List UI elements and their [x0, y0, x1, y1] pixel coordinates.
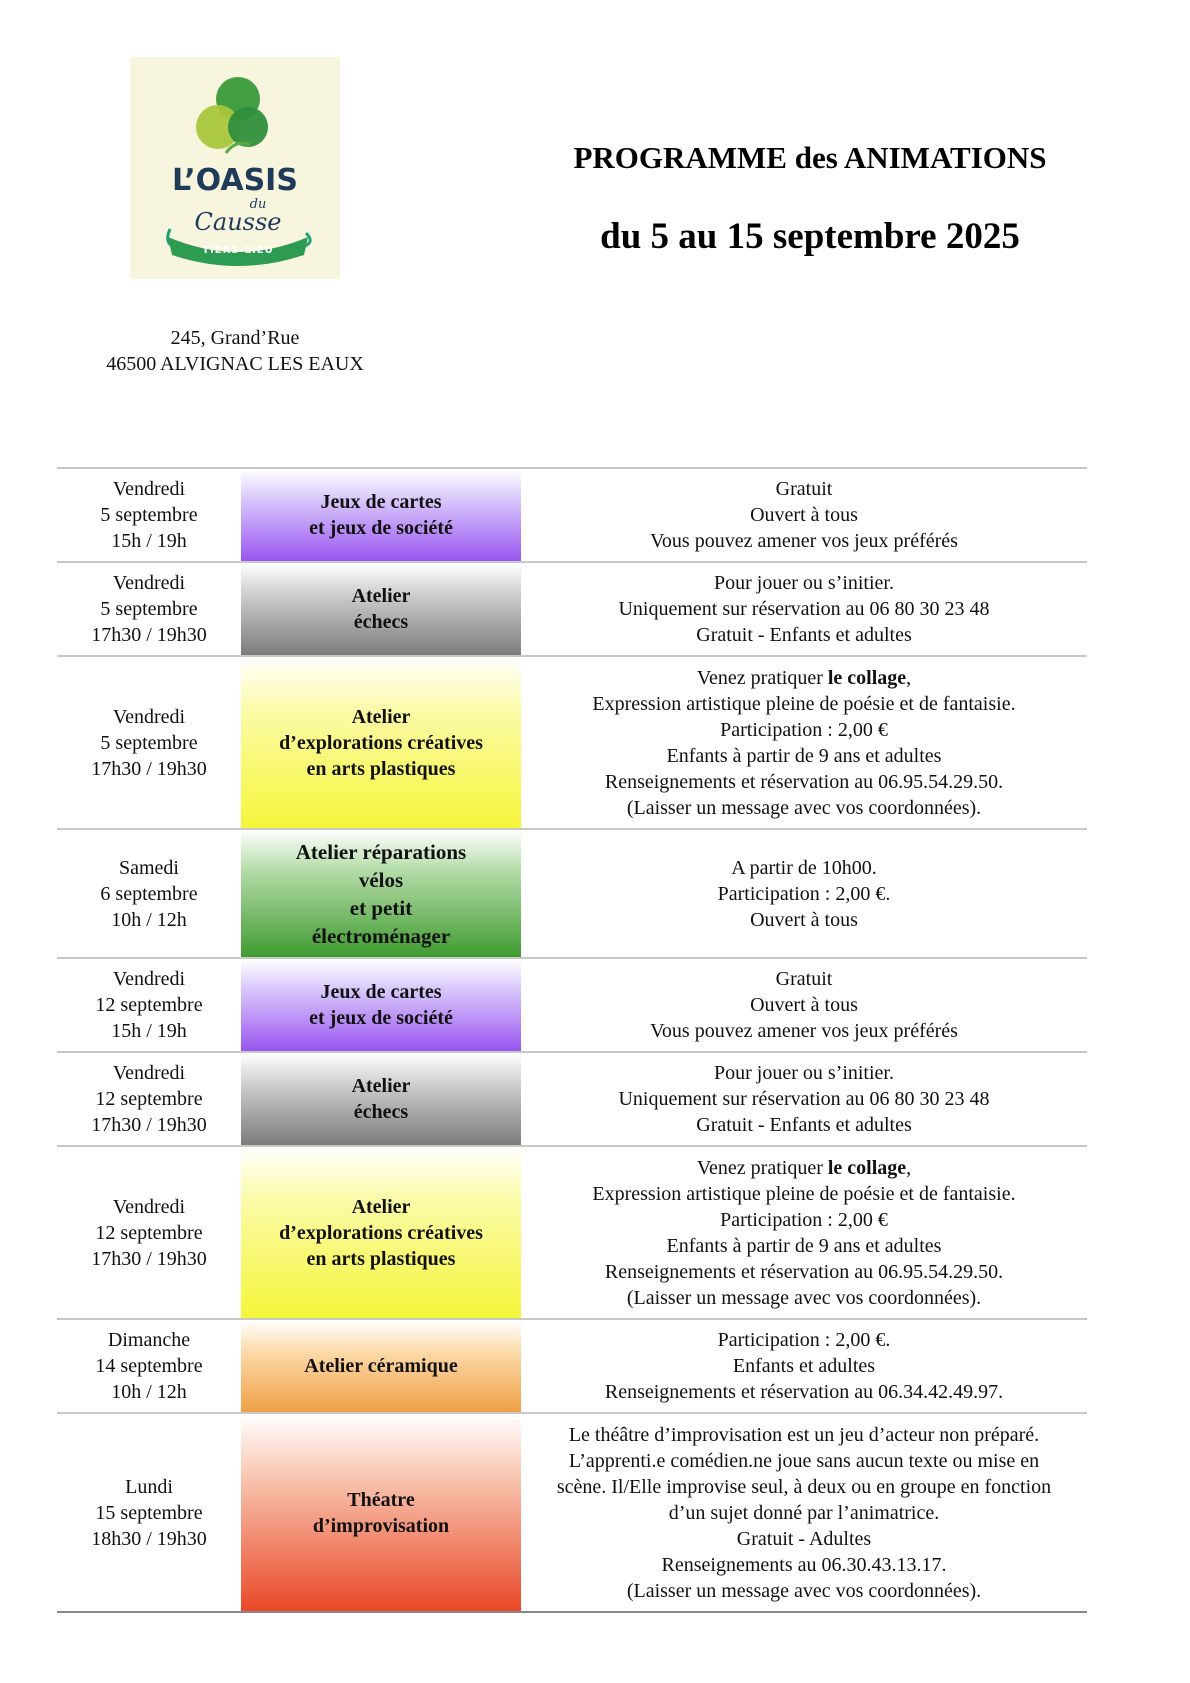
event-activity-cell [241, 1146, 521, 1319]
table-row [57, 468, 1087, 562]
event-info-line: Participation : 2,00 € [720, 1208, 888, 1231]
event-info-line: Gratuit - Adultes [736, 1527, 872, 1550]
event-info-line: Gratuit - Enfants et adultes [696, 624, 912, 646]
event-time: 15h / 19h [111, 1020, 187, 1042]
event-info-line: Enfants et adultes [732, 1355, 876, 1377]
table-row [57, 1319, 1087, 1413]
event-activity-line: Atelier [351, 585, 411, 607]
event-activity-line: électroménager [311, 923, 451, 948]
event-day: Vendredi [112, 968, 186, 990]
event-info-line: scène. Il/Elle improvise seul, à deux ou en groupe en fonction [556, 1475, 1052, 1498]
event-info-cell [521, 1146, 1087, 1319]
table-row [57, 562, 1087, 656]
event-info-cell [521, 1319, 1087, 1413]
event-day: Samedi [119, 856, 179, 879]
event-info-highlight: le collage [827, 1156, 907, 1179]
logo-name-line2: Causse [194, 208, 282, 236]
event-day: Vendredi [112, 1195, 186, 1218]
event-date-cell [57, 562, 241, 656]
event-activity-cell [241, 562, 521, 656]
event-info-line: Vous pouvez amener vos jeux préférés [650, 530, 958, 552]
event-activity-line: échecs [353, 1101, 409, 1123]
event-info-cell [521, 958, 1087, 1052]
event-time: 10h / 12h [111, 1381, 187, 1403]
event-info-line: Participation : 2,00 €. [717, 1329, 891, 1351]
event-date: 5 septembre [100, 598, 198, 620]
page-title: PROGRAMME des ANIMATIONS [573, 140, 1047, 175]
event-info-cell [521, 829, 1087, 958]
event-info-line: Participation : 2,00 €. [717, 882, 891, 905]
event-activity-line: Atelier [351, 1195, 411, 1218]
event-activity-line: Atelier [351, 705, 411, 728]
event-info-line: Renseignements et réservation au 06.34.42.49.97. [604, 1381, 1004, 1403]
address-line1: 245, Grand’Rue [170, 327, 300, 349]
event-day: Dimanche [107, 1329, 191, 1351]
event-activity-cell [241, 1413, 521, 1612]
event-time: 15h / 19h [111, 530, 187, 552]
event-activity-cell [241, 468, 521, 562]
event-info-cell [521, 562, 1087, 656]
event-activity-line: Jeux de cartes [320, 981, 442, 1003]
event-time: 17h30 / 19h30 [91, 757, 207, 780]
event-info-prefix: Venez pratiquer [696, 1156, 828, 1179]
event-info-suffix: , [906, 666, 912, 689]
event-info-line: (Laisser un message avec vos coordonnées). [626, 796, 982, 819]
page-subtitle: du 5 au 15 septembre 2025 [600, 216, 1020, 257]
event-info-line: Ouvert à tous [750, 504, 858, 526]
event-activity-line: en arts plastiques [306, 757, 456, 780]
table-row [57, 1052, 1087, 1146]
event-info-line [539, 1155, 1069, 1181]
event-info-cell [521, 656, 1087, 829]
event-activity-line: Atelier [351, 1075, 411, 1097]
event-info-line: L’apprenti.e comédien.ne joue sans aucun texte ou mise en [568, 1449, 1040, 1472]
address-line2: 46500 ALVIGNAC LES EAUX [106, 353, 364, 375]
table-row [57, 656, 1087, 829]
event-info-line: Ouvert à tous [750, 994, 858, 1016]
event-info-line: Renseignements et réservation au 06.95.54.29.50. [604, 770, 1004, 793]
event-info-line: Uniquement sur réservation au 06 80 30 23 48 [618, 1088, 990, 1110]
event-info-line: d’un sujet donné par l’animatrice. [668, 1501, 940, 1524]
event-date: 15 septembre [95, 1501, 203, 1524]
logo-tagline: TIERS-LIEU [202, 245, 274, 256]
event-info-line: A partir de 10h00. [731, 856, 877, 879]
event-date-cell [57, 1413, 241, 1612]
event-info-line: Uniquement sur réservation au 06 80 30 23 48 [618, 598, 990, 620]
event-info-line: Gratuit [775, 478, 833, 500]
event-activity-line: échecs [353, 611, 409, 633]
oasis-logo-icon [130, 57, 340, 279]
event-activity-line: et jeux de société [309, 517, 453, 539]
event-date: 12 septembre [95, 1088, 203, 1110]
event-day: Vendredi [112, 478, 186, 500]
table-row [57, 1413, 1087, 1612]
event-activity-line: Atelier céramique [304, 1355, 458, 1377]
event-date: 14 septembre [95, 1355, 203, 1377]
event-activity-cell [241, 1052, 521, 1146]
logo-name-du: du [249, 197, 267, 212]
event-info-line: Le théâtre d’improvisation est un jeu d’acteur non préparé. [568, 1423, 1040, 1446]
event-day: Vendredi [112, 705, 186, 728]
event-date-cell [57, 1052, 241, 1146]
event-date: 12 septembre [95, 1221, 203, 1244]
event-info-line: Vous pouvez amener vos jeux préférés [650, 1020, 958, 1042]
event-activity-line: d’explorations créatives [279, 731, 483, 754]
event-date: 12 septembre [95, 994, 203, 1016]
event-date-cell [57, 468, 241, 562]
event-date: 5 septembre [100, 731, 198, 754]
event-activity-line: et petit [349, 895, 413, 920]
event-activity-line: vélos [358, 867, 404, 892]
event-info-cell [521, 1413, 1087, 1612]
event-date-cell [57, 1319, 241, 1413]
event-activity-line: d’improvisation [312, 1514, 450, 1537]
event-info-line: Pour jouer ou s’initier. [714, 572, 894, 594]
logo [130, 57, 340, 279]
event-info-line: Renseignements et réservation au 06.95.54.29.50. [604, 1260, 1004, 1283]
event-info-prefix: Venez pratiquer [696, 666, 828, 689]
event-info-line: (Laisser un message avec vos coordonnées). [626, 1286, 982, 1309]
event-time: 17h30 / 19h30 [91, 624, 207, 646]
event-info-line: Participation : 2,00 € [720, 718, 888, 741]
event-activity-line: d’explorations créatives [279, 1221, 483, 1244]
address [85, 325, 385, 377]
event-date-cell [57, 829, 241, 958]
event-time: 10h / 12h [111, 908, 187, 931]
event-info-line: Pour jouer ou s’initier. [714, 1062, 894, 1084]
event-activity-cell [241, 1319, 521, 1413]
events-table [57, 467, 1087, 1613]
event-info-line: Enfants à partir de 9 ans et adultes [666, 744, 942, 767]
event-activity-line: Atelier réparations [295, 839, 467, 864]
event-info-line [539, 665, 1069, 691]
event-info-line: Expression artistique pleine de poésie et de fantaisie. [592, 1182, 1016, 1205]
event-info-suffix: , [906, 1156, 912, 1179]
event-date: 6 septembre [100, 882, 198, 905]
event-activity-line: et jeux de société [309, 1007, 453, 1029]
event-info-cell [521, 468, 1087, 562]
logo-name-line1: L’OASIS [172, 163, 298, 198]
event-info-cell [521, 1052, 1087, 1146]
event-activity-line: en arts plastiques [306, 1247, 456, 1270]
event-time: 17h30 / 19h30 [91, 1114, 207, 1136]
table-row [57, 1146, 1087, 1319]
event-info-line: Expression artistique pleine de poésie et de fantaisie. [592, 692, 1016, 715]
event-activity-cell [241, 958, 521, 1052]
event-time: 17h30 / 19h30 [91, 1247, 207, 1270]
event-info-highlight: le collage [827, 666, 907, 689]
event-info-line: Gratuit [775, 968, 833, 990]
event-activity-line: Jeux de cartes [320, 491, 442, 513]
table-row [57, 958, 1087, 1052]
table-row [57, 829, 1087, 958]
event-activity-line: Théatre [347, 1488, 415, 1511]
event-day: Vendredi [112, 1062, 186, 1084]
event-activity-cell [241, 829, 521, 958]
event-info-line: Ouvert à tous [750, 908, 858, 931]
event-info-line: (Laisser un message avec vos coordonnées). [626, 1579, 982, 1602]
event-date-cell [57, 958, 241, 1052]
event-date: 5 septembre [100, 504, 198, 526]
event-date-cell [57, 656, 241, 829]
event-activity-cell [241, 656, 521, 829]
event-info-line: Enfants à partir de 9 ans et adultes [666, 1234, 942, 1257]
event-day: Lundi [125, 1475, 173, 1498]
event-info-line: Gratuit - Enfants et adultes [696, 1114, 912, 1136]
event-date-cell [57, 1146, 241, 1319]
event-day: Vendredi [112, 572, 186, 594]
event-time: 18h30 / 19h30 [91, 1527, 207, 1550]
event-info-line: Renseignements au 06.30.43.13.17. [661, 1553, 947, 1576]
